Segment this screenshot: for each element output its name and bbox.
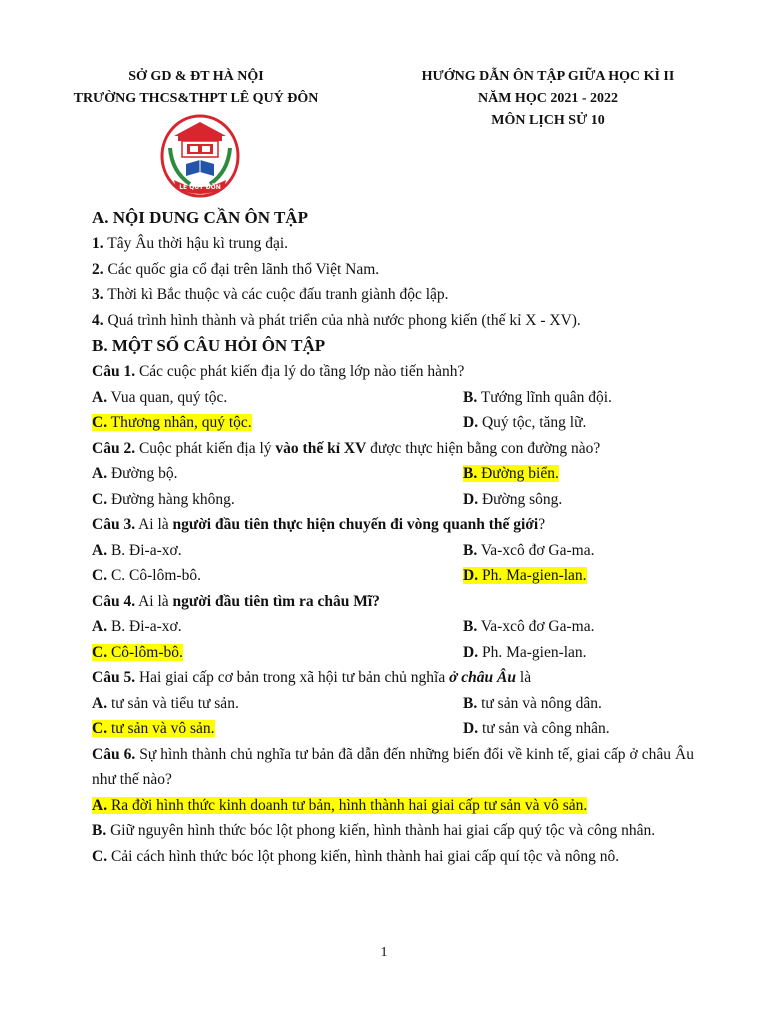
topic-item: 1. Tây Âu thời hậu kì trung đại. [92, 235, 289, 252]
option-a: A. tư sản và tiểu tư sản. [92, 694, 239, 712]
section-a-title: A. NỘI DUNG CẦN ÔN TẬP [92, 208, 308, 227]
options-row [92, 563, 694, 589]
answer-highlight: B. Đường biển. [463, 465, 559, 482]
document-title: HƯỚNG DẪN ÔN TẬP GIỮA HỌC KÌ II [421, 69, 675, 84]
school-name: TRƯỜNG THCS&THPT LÊ QUÝ ĐÔN [73, 91, 319, 106]
option-c: C. Cải cách hình thức bóc lột phong kiến, hình thành hai giai cấp quí tộc và nông nô. [92, 847, 620, 865]
page-number: 1 [380, 945, 388, 960]
option-b: B. Va-xcô đơ Ga-ma. [463, 541, 595, 559]
option-d [463, 563, 587, 589]
option-a: A. Vua quan, quý tộc. [92, 388, 228, 406]
option-b: B. Tướng lĩnh quân đội. [463, 388, 612, 406]
option-d: D. Đường sông. [463, 490, 563, 508]
options-row [92, 461, 694, 487]
options-row [92, 640, 694, 666]
option-a: A. B. Đi-a-xơ. [92, 541, 182, 559]
school-header [40, 66, 352, 110]
topic-item: 2. Các quốc gia cổ đại trên lãnh thổ Việt Nam. [92, 260, 380, 278]
option-d: D. Ph. Ma-gien-lan. [463, 643, 587, 661]
topic-item: 3. Thời kì Bắc thuộc và các cuộc đấu tranh giành độc lập. [92, 286, 449, 303]
option-c [92, 716, 463, 742]
answer-highlight: C. Cô-lôm-bô. [92, 643, 183, 661]
subject-name: MÔN LỊCH SỬ 10 [491, 113, 605, 128]
answer-highlight: C. Thương nhân, quý tộc. [92, 414, 252, 431]
option-a: A. Đường bộ. [92, 465, 178, 482]
topic-item: 4. Quá trình hình thành và phát triển của nhà nước phong kiến (thế kỉ X - XV). [92, 311, 581, 329]
question-3: Câu 3. Ai là người đầu tiên thực hiện chuyến đi vòng quanh thế giới? [92, 516, 546, 533]
options-row [92, 538, 694, 564]
option-b: B. tư sản và nông dân. [463, 694, 602, 712]
options-row [92, 487, 694, 513]
question-4: Câu 4. Ai là người đầu tiên tìm ra châu Mĩ? [92, 592, 380, 610]
document-header [388, 66, 708, 132]
option-c [92, 640, 463, 666]
option-c [92, 410, 463, 436]
option-d: D. Quý tộc, tăng lữ. [463, 414, 587, 431]
option-c: C. Đường hàng không. [92, 490, 235, 508]
document-body [92, 205, 694, 869]
answer-highlight: A. Ra đời hình thức kinh doanh tư bản, hình thành hai giai cấp tư sản và vô sản. [92, 796, 588, 814]
logo-text: LÊ QUÝ ĐÔN [179, 184, 221, 191]
answer-highlight: D. Ph. Ma-gien-lan. [463, 567, 587, 584]
options-row [92, 614, 694, 640]
answer-highlight: C. tư sản và vô sản. [92, 720, 215, 737]
question-1: Câu 1. Các cuộc phát kiến địa lý do tầng lớp nào tiến hành? [92, 363, 465, 380]
option-a: A. B. Đi-a-xơ. [92, 618, 182, 635]
options-row [92, 385, 694, 411]
option-b [463, 461, 559, 487]
option-b: B. Va-xcô đơ Ga-ma. [463, 618, 595, 635]
department-name: SỞ GD & ĐT HÀ NỘI [128, 69, 264, 84]
question-6: Câu 6. Sự hình thành chủ nghĩa tư bản đã dẫn đến những biến đổi về kinh tế, giai cấp ở châu Âu như thế nào? [92, 745, 694, 788]
option-a [92, 793, 694, 819]
options-row [92, 410, 694, 436]
option-c: C. C. Cô-lôm-bô. [92, 567, 201, 584]
options-row [92, 691, 694, 717]
section-b-title: B. MỘT SỐ CÂU HỎI ÔN TẬP [92, 336, 326, 355]
option-b: B. Giữ nguyên hình thức bóc lột phong kiến, hình thành hai giai cấp quý tộc và công nhân. [92, 822, 656, 839]
question-5: Câu 5. Hai giai cấp cơ bản trong xã hội tư bản chủ nghĩa ở châu Âu là [92, 669, 532, 686]
question-2: Câu 2. Cuộc phát kiến địa lý vào thế kỉ XV được thực hiện bằng con đường nào? [92, 439, 601, 457]
school-logo [160, 114, 240, 200]
option-d: D. tư sản và công nhân. [463, 720, 610, 737]
options-row [92, 716, 694, 742]
school-year: NĂM HỌC 2021 - 2022 [478, 91, 618, 106]
